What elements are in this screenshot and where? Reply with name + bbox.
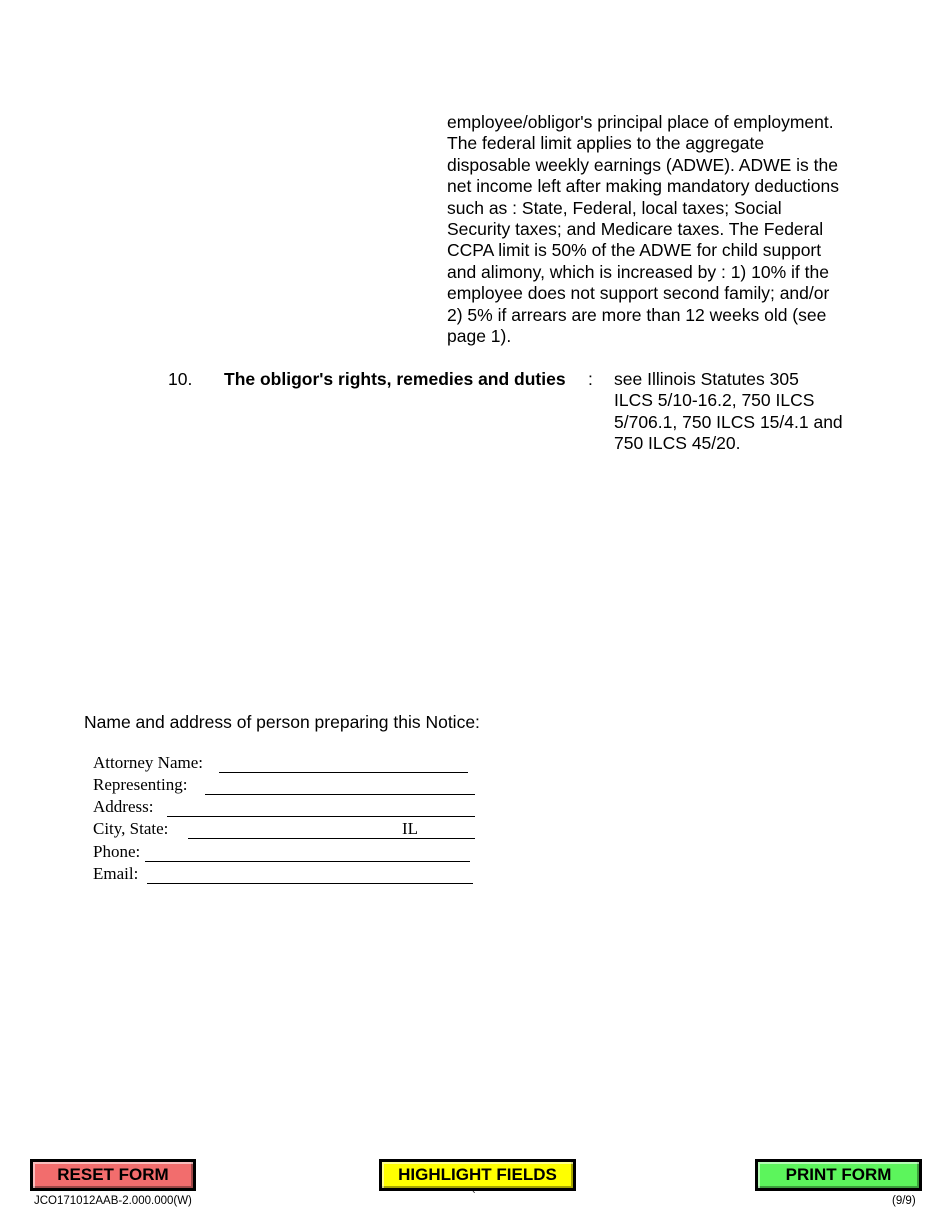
- form-code: JCO171012AAB-2.000.000(W): [34, 1195, 192, 1207]
- phone-field[interactable]: [145, 841, 470, 862]
- paragraph-line: page 1).: [447, 326, 512, 347]
- city-field[interactable]: [188, 818, 391, 839]
- statute-line: see Illinois Statutes 305: [614, 369, 799, 389]
- reset-form-button[interactable]: RESET FORM: [30, 1159, 196, 1191]
- address-label: Address:: [93, 797, 154, 816]
- representing-label: Representing:: [93, 775, 188, 794]
- continuation-paragraph: [447, 112, 872, 347]
- phone-label: Phone:: [93, 842, 141, 861]
- item-title: The obligor's rights, remedies and duties: [224, 369, 566, 389]
- paragraph-line: disposable weekly earnings (ADWE). ADWE is the: [447, 154, 838, 175]
- city-state-label: City, State:: [93, 819, 169, 838]
- paragraph-line: The federal limit applies to the aggregate: [447, 133, 765, 154]
- statute-line: 5/706.1, 750 ILCS 15/4.1 and: [614, 411, 843, 432]
- paragraph-line: 2) 5% if arrears are more than 12 weeks old (see: [447, 304, 827, 325]
- statute-line: ILCS 5/10-16.2, 750 ILCS: [614, 390, 815, 411]
- paragraph-line: employee does not support second family; and/or: [447, 283, 830, 304]
- state-value: IL: [402, 819, 419, 838]
- email-label: Email:: [93, 864, 139, 883]
- paragraph-line: CCPA limit is 50% of the ADWE for child support: [447, 240, 822, 261]
- email-field[interactable]: [147, 863, 473, 884]
- page-indicator: (9/9): [892, 1195, 916, 1207]
- highlight-fields-button[interactable]: HIGHLIGHT FIELDS: [379, 1159, 576, 1191]
- item-statutes-text: [614, 369, 914, 455]
- paragraph-line: employee/obligor's principal place of employment.: [447, 112, 834, 132]
- paragraph-line: net income left after making mandatory deductions: [447, 176, 840, 197]
- paragraph-line: Security taxes; and Medicare taxes. The Federal: [447, 219, 824, 240]
- print-form-button[interactable]: PRINT FORM: [755, 1159, 922, 1191]
- paragraph-line: and alimony, which is increased by : 1) 10% if the: [447, 261, 829, 282]
- footer-tick-mark: `: [472, 1191, 476, 1203]
- paragraph-line: such as : State, Federal, local taxes; Social: [447, 197, 782, 218]
- item-number: 10.: [168, 369, 193, 389]
- representing-field[interactable]: [205, 774, 475, 795]
- attorney-name-label: Attorney Name:: [93, 753, 203, 772]
- attorney-name-field[interactable]: [219, 752, 468, 773]
- item-colon: :: [588, 369, 593, 389]
- preparer-heading: Name and address of person preparing this Notice:: [84, 712, 480, 732]
- address-field[interactable]: [167, 796, 475, 817]
- statute-line: 750 ILCS 45/20.: [614, 433, 741, 454]
